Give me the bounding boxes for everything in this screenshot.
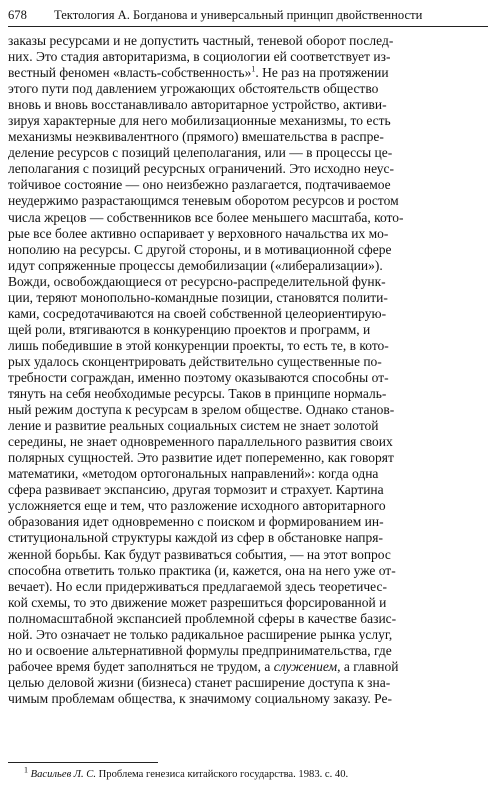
text-line: женной борьбы. Как будут развиваться события, — на этот вопрос [8, 546, 391, 562]
text-line: требности сограждан, именно поэтому оказываются способны от- [8, 369, 389, 385]
text-line: щей роли, втягиваются в конкуренцию проектов и программ, и [8, 321, 371, 337]
footnote-text: Проблема генезиса китайского государства. 1983. с. 40. [98, 769, 349, 780]
text-line: числа жрецов — собственников все более меньшего масштаба, кото- [8, 209, 404, 225]
text-line-with-note [8, 65, 488, 81]
text-line: неудержимо разрастающимся теневым оборотом ресурсов и ростом [8, 193, 399, 209]
text-line: сфера развивает экспансию, другая тормозит и страхует. Картина [8, 482, 384, 498]
text-line: математики, «методом ортогональных направлений»: когда одна [8, 466, 379, 482]
text-line: способна ответить только практика (и, кажется, она на него уже от- [8, 562, 396, 578]
emphasized-word: служением [273, 658, 338, 674]
text-line: ституциональной структуры каждой из сфер в обстановке напря- [8, 530, 383, 546]
text-line-part: . Не раз на протяжении [255, 65, 389, 81]
text-line: ции, теряют монопольно-командные позиции, становятся полити- [8, 289, 388, 305]
text-line: тойчивое состояние — оно неизбежно разлагается, подтачиваемое [8, 177, 391, 193]
text-line: них. Это стадия авторитаризма, в социологии ей соответствует из- [8, 49, 391, 65]
text-line: деление ресурсов с позиций целеполагания, или — в процессы це- [8, 145, 393, 161]
footnote [24, 765, 488, 782]
text-line: тянуть на себя необходимые ресурсы. Таков в принципе нормаль- [8, 386, 387, 402]
text-line: но и освоение альтернативной формулы предпринимательства, где [8, 642, 392, 658]
footnote-ref[interactable]: 1 [251, 65, 256, 74]
text-line: этого пути под давлением угрожающих обстоятельств общество [8, 81, 379, 97]
text-line: образования идет одновременно с поиском и формированием ин- [8, 514, 384, 530]
body-text [8, 33, 488, 707]
text-line: целью деловой жизни (бизнеса) станет расширение доступа к зна- [8, 674, 391, 690]
footnote-rule [8, 762, 158, 763]
text-line: зируя характерные для него мобилизационные механизмы, то есть [8, 113, 391, 129]
running-head-title: Тектология А. Богданова и универсальный принцип двойственности [54, 8, 423, 22]
text-line: Вожди, освобождающиеся от ресурсно-распределительной функ- [8, 273, 386, 289]
text-line: вновь и вновь восстанавливало авторитарное устройство, активи- [8, 97, 387, 113]
text-line: ление и развитие реальных социальных систем не знает золотой [8, 418, 379, 434]
text-line-part: вестный феномен «власть-собственность» [8, 65, 252, 81]
text-line: вечает). Но если придерживаться предлагаемой здесь теоретичес- [8, 578, 387, 594]
text-line: леполагания с позиций ресурсных ограничений. Это исходно неус- [8, 161, 394, 177]
text-line: ный режим доступа к ресурсам в зрелом обществе. Однако станов- [8, 402, 395, 418]
text-line: идут сопряженные процессы демобилизации («либерализации»). [8, 257, 383, 273]
footnote-marker: 1 [24, 765, 28, 775]
running-head [8, 6, 488, 26]
text-line: кой схемы, то это движение может разрешиться форсированной и [8, 594, 387, 610]
text-line: рые все более активно оспаривает у верховного начальства их мо- [8, 225, 389, 241]
text-line: ками, сосредотачиваются на своей собственной целеориентирую- [8, 305, 387, 321]
text-line: ной. Это означает не только радикальное расширение рынка услуг, [8, 626, 393, 642]
text-line-with-emphasis [8, 659, 488, 675]
text-line: середины, не знает одновременного параллельного развития своих [8, 434, 393, 450]
text-line: рых удалось сконцентрировать действительно существенные по- [8, 353, 382, 369]
text-line: нополию на ресурсы. С другой стороны, и в мотивационной сфере [8, 241, 392, 257]
header-rule [8, 26, 488, 27]
text-line: лишь победившие в этой конкуренции проекты, то есть те, в кото- [8, 337, 389, 353]
text-line: заказы ресурсами и не допустить частный, теневой оборот послед- [8, 33, 394, 48]
text-line: полярных сущностей. Это развитие идет попеременно, как говорят [8, 450, 394, 466]
text-line: чимым проблемам общества, к значимому социальному заказу. Ре- [8, 690, 392, 706]
text-line: полномасштабной экспансией проблемной сферы в качестве базис- [8, 610, 397, 626]
page-number: 678 [8, 8, 27, 22]
text-line-part: , а главной [337, 658, 399, 674]
text-line-part: рабочее время будет заполняться не трудом, а [8, 658, 271, 674]
text-line: усложняется еще и тем, что разложение исходного авторитарного [8, 498, 386, 514]
text-line: механизмы неэквивалентного (прямого) вмешательства в распре- [8, 129, 384, 145]
footnote-author: Васильев Л. С. [30, 769, 96, 780]
